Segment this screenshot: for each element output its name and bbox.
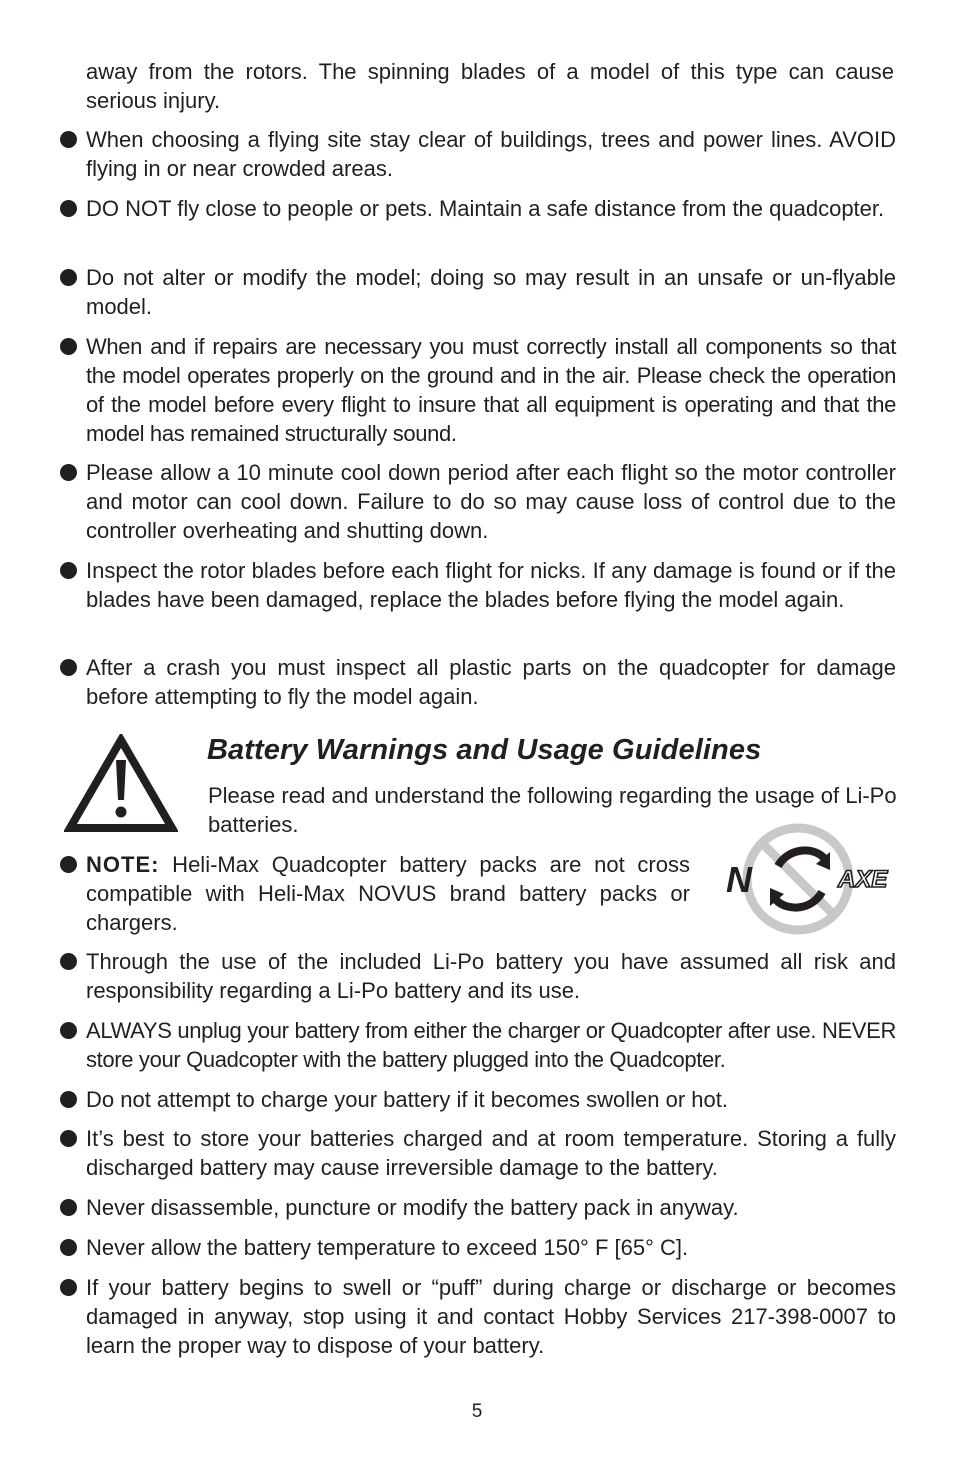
bullet-icon: [60, 131, 77, 148]
section-heading: Battery Warnings and Usage Guidelines: [207, 734, 762, 766]
note-body: Heli-Max Quadcopter battery packs are not cross compatible with Heli-Max NOVUS brand battery packs or chargers.: [86, 852, 690, 935]
page-number: 5: [471, 1401, 483, 1422]
bullet-icon: [60, 269, 77, 286]
battery-item: [60, 1193, 896, 1222]
battery-item: [60, 1124, 896, 1182]
battery-item: [60, 1273, 896, 1360]
battery-item-text: Never allow the battery temperature to exceed 150° F [65° C].: [86, 1235, 689, 1260]
bullet-icon: [60, 856, 77, 873]
battery-item-text: Never disassemble, puncture or modify the battery pack in anyway.: [86, 1195, 739, 1220]
safety-item: [60, 263, 896, 321]
safety-item-text: DO NOT fly close to people or pets. Maintain a safe distance from the quadcopter.: [86, 196, 885, 221]
warning-triangle-icon: [64, 734, 178, 834]
bullet-icon: [60, 200, 77, 217]
section-intro: Please read and understand the following regarding the usage of Li-Po batteries.: [208, 783, 897, 837]
note-label: NOTE:: [86, 852, 160, 877]
battery-item: [60, 947, 896, 1005]
no-swap-prohibition-icon: [718, 820, 894, 938]
safety-item: [60, 556, 896, 614]
battery-item: [60, 1233, 896, 1262]
battery-item-text: It’s best to store your batteries charged and at room temperature. Storing a fully discharged battery may cause irreversible damage to the battery.: [86, 1126, 896, 1180]
safety-item-text: When and if repairs are necessary you must correctly install all components so that the model operates properly on the ground and in the air. Please check the operation of the model before every flight to insure that all equipment is operating and that the model has remained structurally sound.: [86, 334, 896, 446]
safety-item-text: Do not alter or modify the model; doing so may result in an unsafe or un-flyable model.: [86, 265, 896, 319]
battery-item-text: Through the use of the included Li-Po battery you have assumed all risk and responsibility regarding a Li-Po battery and its use.: [86, 949, 896, 1003]
bullet-icon: [60, 1022, 77, 1039]
novus-logo: N: [726, 859, 752, 900]
bullet-icon: [60, 1199, 77, 1216]
bullet-icon: [60, 1130, 77, 1147]
safety-item-text: When choosing a flying site stay clear of buildings, trees and power lines. AVOID flying in or near crowded areas.: [86, 127, 896, 181]
bullet-icon: [60, 659, 77, 676]
bullet-icon: [60, 464, 77, 481]
battery-item: [60, 1016, 896, 1074]
note-item: [60, 850, 690, 937]
continued-paragraph: away from the rotors. The spinning blades of a model of this type can cause serious injury.: [86, 59, 894, 113]
battery-item-text: Do not attempt to charge your battery if it becomes swollen or hot.: [86, 1087, 728, 1112]
battery-item: [60, 1085, 896, 1114]
axe-logo: AXE: [838, 866, 888, 893]
bullet-icon: [60, 338, 77, 355]
bullet-icon: [60, 1239, 77, 1256]
battery-item-text: ALWAYS unplug your battery from either the charger or Quadcopter after use. NEVER store your Quadcopter with the battery plugged into the Quadcopter.: [86, 1018, 896, 1072]
safety-item-text: Inspect the rotor blades before each flight for nicks. If any damage is found or if the blades have been damaged, replace the blades before flying the model again.: [86, 558, 896, 612]
safety-item: [60, 194, 896, 223]
safety-item-text: Please allow a 10 minute cool down period after each flight so the motor controller and motor can cool down. Failure to do so may cause loss of control due to the controller overheating and shutting down.: [86, 460, 896, 543]
bullet-icon: [60, 1091, 77, 1108]
safety-item: [60, 458, 896, 545]
bullet-icon: [60, 562, 77, 579]
note-text: [86, 850, 690, 937]
bullet-icon: [60, 953, 77, 970]
battery-item-text: If your battery begins to swell or “puff” during charge or discharge or becomes damaged in anyway, stop using it and contact Hobby Services 217-398-0007 to learn the proper way to dispose of your battery.: [86, 1275, 896, 1358]
safety-item: [60, 125, 896, 183]
safety-item: [60, 332, 896, 448]
bullet-icon: [60, 1279, 77, 1296]
safety-item-text: After a crash you must inspect all plastic parts on the quadcopter for damage before attempting to fly the model again.: [86, 655, 896, 709]
safety-item: [60, 653, 896, 711]
